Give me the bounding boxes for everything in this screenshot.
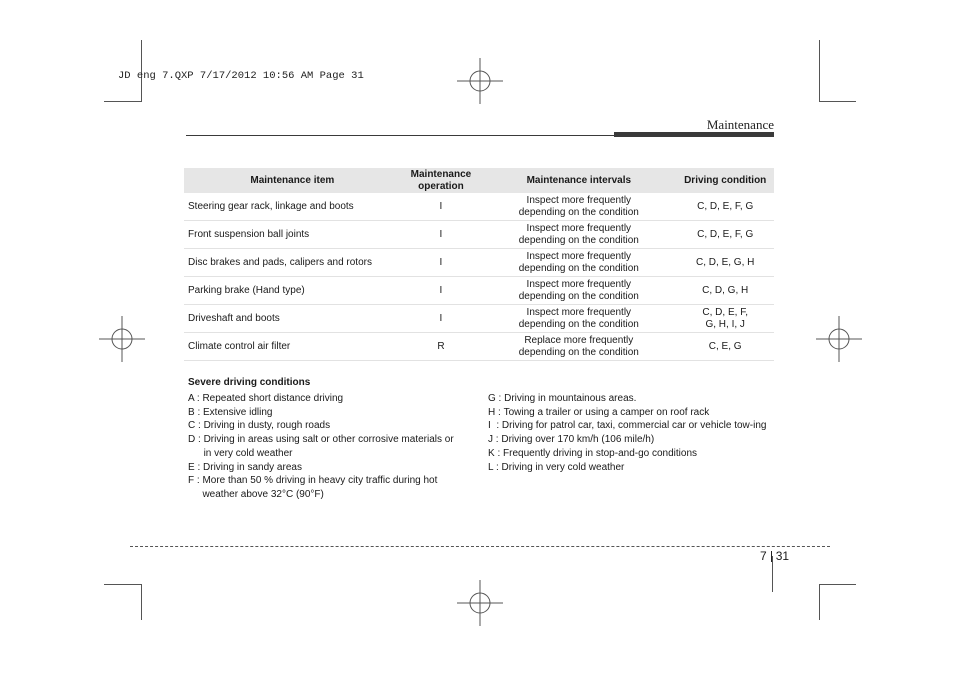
crop-mark [819,40,820,102]
list-item [488,419,774,433]
condition-key: G : [488,393,505,404]
condition-key: K : [488,447,504,459]
table-row [184,305,774,333]
condition-text: Driving in mountainous areas. [504,393,637,404]
driving-condition: C, D, E, F, G [676,221,774,249]
col-header-operation: Maintenance operation [401,168,482,193]
table-row [184,193,774,221]
condition-key: A : [188,393,203,404]
maintenance-interval: Inspect more frequently depending on the condition [481,305,676,333]
list-item [188,461,463,475]
driving-condition: C, D, E, F, G [676,193,774,221]
condition-text: Driving in dusty, rough roads [203,420,331,432]
list-item [188,406,463,420]
condition-text: Extensive idling [203,406,273,418]
chapter-number: 7 [760,549,767,563]
header-rule-accent [614,132,774,137]
list-item [488,447,774,461]
condition-key: H : [488,406,504,418]
condition-text: Frequently driving in stop-and-go conditions [503,447,698,459]
crop-mark [819,584,856,585]
maintenance-interval: Replace more frequently depending on the condition [481,333,676,361]
maintenance-operation: I [401,277,482,305]
driving-condition: C, D, E, F, G, H, I, J [676,305,774,333]
maintenance-item: Front suspension ball joints [184,221,401,249]
severe-conditions-list-left [188,392,463,502]
table-row [184,333,774,361]
maintenance-interval: Inspect more frequently depending on the condition [481,221,676,249]
page-number-separator [771,551,772,562]
driving-condition: C, D, E, G, H [676,249,774,277]
maintenance-item: Climate control air filter [184,333,401,361]
maintenance-table [184,168,774,361]
condition-text: Driving in areas using salt or other corrosive materials or in very cold weather [203,434,454,459]
condition-key: C : [188,420,204,432]
condition-key: E : [188,461,204,473]
registration-mark-icon [455,56,505,106]
maintenance-item: Disc brakes and pads, calipers and rotors [184,249,401,277]
list-item [188,433,463,460]
list-item [488,406,774,420]
condition-key: D : [188,434,204,446]
condition-text: Driving over 170 km/h (106 mile/h) [501,434,655,446]
condition-key: B : [188,406,204,418]
maintenance-operation: R [401,333,482,361]
section-title: Maintenance [706,117,774,132]
registration-mark-icon [814,314,864,364]
maintenance-item: Parking brake (Hand type) [184,277,401,305]
condition-key: F : [188,475,203,487]
list-item [188,419,463,433]
list-item [188,392,463,406]
col-header-intervals: Maintenance intervals [481,168,676,193]
condition-text: Driving in very cold weather [501,461,625,473]
table-row [184,221,774,249]
condition-text: More than 50 % driving in heavy city traffic during hot weather above 32°C (90°F) [202,475,438,500]
crop-mark [819,101,856,102]
crop-mark [141,584,142,620]
condition-text: Driving in sandy areas [203,461,302,473]
maintenance-item: Driveshaft and boots [184,305,401,333]
table-header-row [184,168,774,193]
crop-mark [104,584,141,585]
severe-conditions-title: Severe driving conditions [188,377,311,388]
maintenance-interval: Inspect more frequently depending on the condition [481,249,676,277]
maintenance-interval: Inspect more frequently depending on the condition [481,193,676,221]
maintenance-operation: I [401,193,482,221]
page-number [760,549,789,563]
registration-mark-icon [455,578,505,628]
maintenance-item: Steering gear rack, linkage and boots [184,193,401,221]
maintenance-operation: I [401,221,482,249]
maintenance-interval: Inspect more frequently depending on the condition [481,277,676,305]
registration-mark-icon [97,314,147,364]
col-header-item: Maintenance item [184,168,401,193]
condition-text: Repeated short distance driving [202,393,344,404]
header-rule [186,135,614,136]
condition-text: Driving for patrol car, taxi, commercial car or vehicle tow-ing [501,420,767,432]
list-item [488,461,774,475]
driving-condition: C, D, G, H [676,277,774,305]
severe-conditions-list-right [488,392,774,474]
footer-rule [130,546,830,547]
col-header-condition: Driving condition [676,168,774,193]
condition-key: J : [488,434,502,446]
condition-key: I : [488,420,502,432]
condition-key: L : [488,461,502,473]
maintenance-operation: I [401,249,482,277]
list-item [488,392,774,406]
driving-condition: C, E, G [676,333,774,361]
condition-text: Towing a trailer or using a camper on roof rack [503,406,710,418]
crop-mark [819,584,820,620]
maintenance-operation: I [401,305,482,333]
page-number-value: 31 [775,549,790,563]
table-row [184,249,774,277]
list-item [488,433,774,447]
crop-mark [104,101,141,102]
print-slug: JD eng 7.QXP 7/17/2012 10:56 AM Page 31 [118,70,364,82]
list-item [188,474,463,501]
table-row [184,277,774,305]
